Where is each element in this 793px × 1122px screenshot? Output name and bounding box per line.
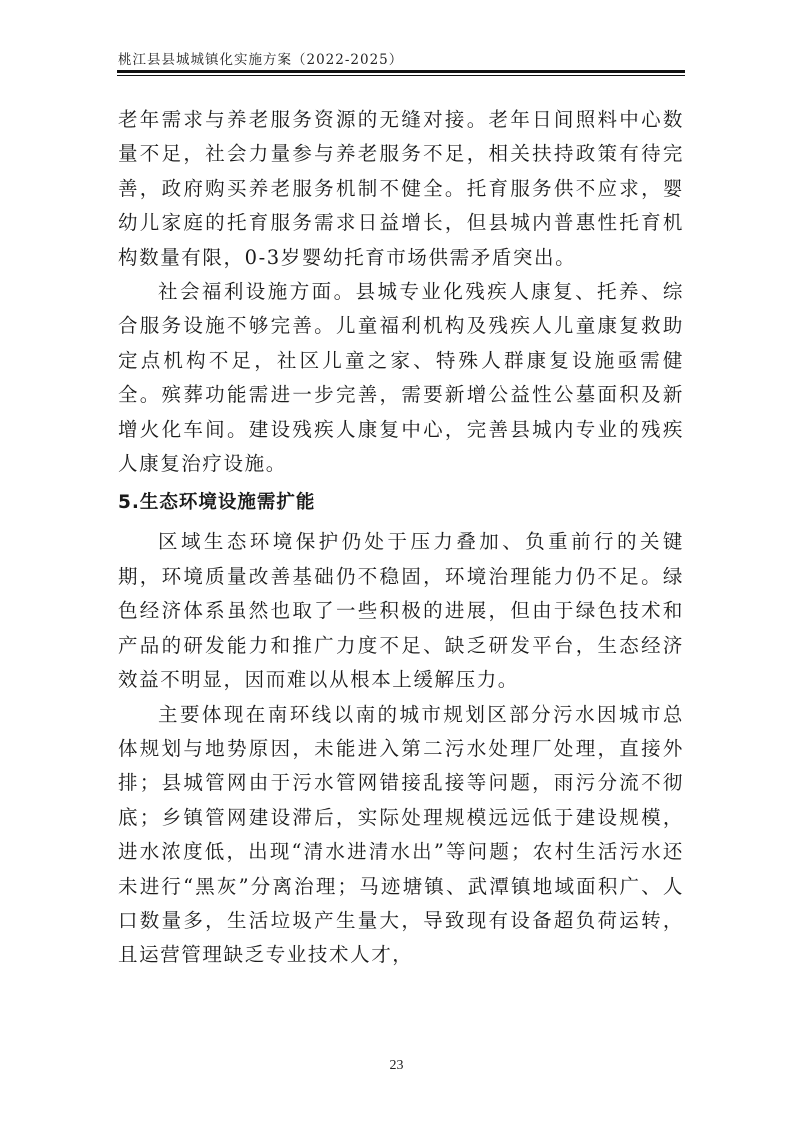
running-header: 桃江县县城城镇化实施方案（2022-2025） xyxy=(118,52,404,68)
page-number: 23 xyxy=(389,1058,404,1073)
header-rule-thin xyxy=(117,75,685,76)
header-rule-thick xyxy=(117,70,685,73)
paragraph-elderly-childcare: 老年需求与养老服务资源的无缝对接。老年日间照料中心数量不足，社会力量参与养老服务不足，相关扶持政策有待完善，政府购买养老服务机制不健全。托育服务供不应求，婴幼儿家庭的托育服务需求日益增长，但县城内普惠性托育机构数量有限，0-3岁婴幼托育市场供需矛盾突出。 xyxy=(118,108,684,269)
paragraph-sewage: 主要体现在南环线以南的城市规划区部分污水因城市总体规划与地势原因，未能进入第二污水处理厂处理，直接外排；县城管网由于污水管网错接乱接等问题，雨污分流不彻底；乡镇管网建设滞后，实际处理规模远远低于建设规模，进水浓度低，出现“清水进清水出”等问题；农村生活污水还未进行“黑灰”分离治理；马迹塘镇、武潭镇地域面积广、人口数量多，生活垃圾产生量大，导致现有设备超负荷运转，且运营管理缺乏专业技术人才， xyxy=(118,702,684,967)
document-body xyxy=(118,103,684,973)
paragraph-ecology: 区域生态环境保护仍处于压力叠加、负重前行的关键期，环境质量改善基础仍不稳固，环境治理能力仍不足。绿色经济体系虽然也取了一些积极的进展，但由于绿色技术和产品的研发能力和推广力度不足、缺乏研发平台，生态经济效益不明显，因而难以从根本上缓解压力。 xyxy=(118,530,684,692)
section-heading: 5.生态环境设施需扩能 xyxy=(118,492,316,514)
paragraph-social-welfare: 社会福利设施方面。县城专业化残疾人康复、托养、综合服务设施不够完善。儿童福利机构及残疾人儿童康复救助定点机构不足，社区儿童之家、特殊人群康复设施亟需健全。殡葬功能需进一步完善，需要新增公益性公墓面积及新增火化车间。建设残疾人康复中心，完善县城内专业的残疾人康复治疗设施。 xyxy=(118,280,684,476)
